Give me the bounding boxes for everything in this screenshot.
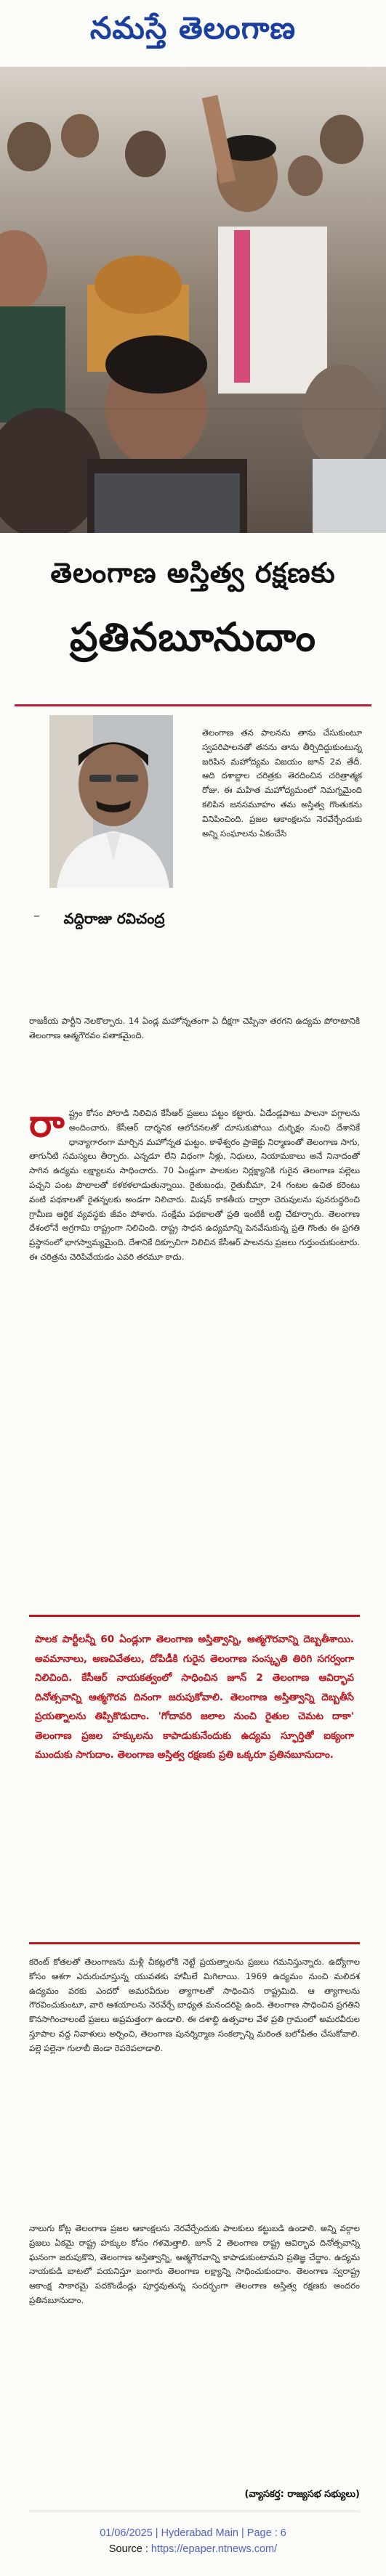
intro-column: తెలంగాణ తన పాలనను తాను చేసుకుంటూ స్వపరిపాలనతో తనను తాను తీర్చిదిద్దుకుంటున్న జరిపిన మహోద్యమ విజయం జూన్ 2వ తేదీ. ఆది దశాబ్దాల చరిత్రకు తెరదించిన చరిత్రాత్మక రోజు. ఈ మహిత మహోద్యమంలో నిమగ్నమైంది కలిపిన జనసమూహం తమ అస్తిత్వ గొంతుకను వినిపించింది. ప్రజల ఆకాంక్షలను నెరవేర్చేందుకు అన్ని సంఘాలను ఏకంచేసి (202, 727, 362, 839)
article-paragraph-1 (29, 1101, 360, 1265)
headline-line-1: తెలంగాణ అస్తిత్వ రక్షణకు (50, 556, 336, 589)
article-paragraph-3: నాలుగు కోట్ల తెలంగాణ ప్రజల ఆకాంక్షలను నెరవేర్చేందుకు పాలకులు కట్టుబడి ఉండాలి. అన్ని వర్గాల ప్రజలు ఏకమై రాష్ట్ర హక్కుల కోసం గళమెత్తాలి. జూన్ 2 తెలంగాణ రాష్ట్ర ఆవిర్భావ దినోత్సవాన్ని ఘనంగా జరుపుకొని, తెలంగాణ అస్తిత్వాన్ని, ఆత్మగౌరవాన్ని కాపాడుకుంటామని ప్రతిజ్ఞ చేద్దాం. ఉద్యమ నాయకుడి బాటలో పయనిస్తూ బంగారు తెలంగాణ లక్ష్యాన్ని సాధించుకుందాం. తెలంగాణ స్వరాష్ట్ర ఆకాంక్ష సాకారమై పదకొండేండ్లు పూర్తవుతున్న సందర్భంగా తెలంగాణ అస్తిత్వ రక్షణకు అందరం ప్రతినబూనుదాం. (29, 2223, 360, 2305)
headline (15, 536, 371, 706)
headline-line-2: ప్రతినబూనుదాం (70, 614, 316, 660)
source-label: Source : (108, 2543, 151, 2555)
masthead (0, 0, 386, 64)
edition-info: 01/06/2025 | Hyderabad Main | Page : 6 (100, 2527, 286, 2539)
pull-quote (29, 1615, 360, 1944)
author-name: వద్దిరాజు రవిచంద్ర (63, 910, 165, 927)
lead-photo (0, 67, 386, 533)
author-photo (49, 715, 173, 888)
masthead-logo-text: నమస్తే తెలంగాణ (89, 10, 297, 46)
source-line (0, 2541, 386, 2557)
dropcap: రా (29, 1101, 65, 1146)
pull-quote-text: పాలక పార్టీలన్నీ 60 ఏండ్లుగా తెలంగాణ అస్తిత్వాన్ని, ఆత్మగౌరవాన్ని దెబ్బతీశాయి. అవమానాలు, అణచివేతలు, దోపిడీకి గురైన తెలంగాణ సంస్కృతి తిరిగి సగర్వంగా నిలిచింది. కేసీఆర్ నాయకత్వంలో సాధించిన జూన్ 2 తెలంగాణ ఆవిర్భావ దినోత్సవాన్ని ఆత్మగౌరవ దినంగా జరుపుకోవాలి. తెలంగాణ అస్తిత్వాన్ని దెబ్బతీసే ప్రయత్నాలను తిప్పికొడుదాం. 'గోదావరి జలాల నుంచి రైతుల చెమట దాకా' తెలంగాణ ప్రజల హక్కులను కాపాడుకునేందుకు ఉద్యమ స్ఫూర్తితో ఐక్యంగా ముందుకు సాగుదాం. తెలంగాణ అస్తిత్వ రక్షణకు ప్రతి ఒక్కరూ ప్రతినబూనుదాం. (35, 1634, 354, 1761)
crowd-celebration-photo (0, 67, 386, 533)
intro-tail: రాజకీయ పార్టీని నెలకొల్పారు. 14 ఏండ్ల మహోన్నతంగా ఏ దీక్షగా చెప్పినా తరగని ఉద్యమ పోరాటానికి తెలంగాణ ఆత్మగౌరవం పతాకమైంది. (29, 1016, 360, 1040)
article-paragraph-2: కరెంట్ కోతలతో తెలంగాణను మళ్లీ చీకట్లలోకి నెట్టే ప్రయత్నాలను ప్రజలు గమనిస్తున్నారు. ఉద్యోగాల కోసం ఆశగా ఎదురుచూస్తున్న యువతకు హామీలే మిగిలాయి. 1969 ఉద్యమం నుంచి మలిదశ ఉద్యమం వరకు ఎందరో అమరవీరుల త్యాగాలతో సాధించిన రాష్ట్రమిది. ఆ త్యాగాలను గౌరవించుకుంటూ, వారి ఆశయాలను నెరవేర్చే బాధ్యత మనందరిపై ఉంది. తెలంగాణ సాధించిన ప్రగతిని కొనసాగించాలంటే ప్రజలు అప్రమత్తంగా ఉండాలి. ఈ దశాబ్ది ఉత్సవాల వేళ ప్రతి గ్రామంలో అమరవీరుల స్తూపాల వద్ద నివాళులు అర్పించి, తెలంగాణ పునర్నిర్మాణ సంకల్పాన్ని మరింత బలోపేతం చేసుకోవాలి. పల్లె పల్లెనా గులాబీ జెండా రెపరెపలాడాలి. (29, 1957, 360, 2053)
author-dash: – (33, 908, 40, 924)
paragraph-1-text: ష్ట్రం కోసం పోరాడి నిలిచిన కేసీఆర్ ప్రజలు పట్టం కట్టారు. ఏడేండ్లపాటు పాలనా పగ్గాలను అందించారు. కేసీఆర్ దార్శనిక ఆలోచనలతో దూసుకుపోయి దుర్భిక్షం నుంచి దేశానికే ధాన్యాగారంగా మార్చిన మహోన్నత ఘట్టం. కాళేశ్వరం ప్రాజెక్టు నిర్మాణంతో తెలంగాణ సాగు, తాగునీటి సమస్యలు తీర్చారు. ఎన్నడూ లేని విధంగా నీళ్లు, నిధులు, నియామకాలు అనే నినాదంతో సాగిన ఉద్యమ లక్ష్యాలను సాధించారు. 70 ఏండ్లుగా పాలకుల నిర్లక్ష్యానికి గురైన తెలంగాణ పల్లెలు పచ్చని పంట పొలాలతో కళకళలాడుతున్నాయి. రైతుబంధు, రైతుబీమా, 24 గంటల ఉచిత కరెంటు వంటి పథకాలతో రైతన్నలకు అండగా నిలిచారు. మిషన్ కాకతీయ ద్వారా చెరువులను పునరుద్ధరించి గ్రామీణ ఆర్థిక వ్యవస్థకు జీవం పోశారు. సంక్షేమ పథకాలతో ప్రతి ఇంటికీ లబ్ధి చేకూర్చారు. తెలంగాణ దేశంలోనే అగ్రగామి రాష్ట్రంగా నిలిచింది. రాష్ట్ర సాధన ఉద్యమాన్ని పెనవేసుకున్న ప్రతి గొంతు ఈ ప్రగతి ప్రస్థానంలో భాగస్వామ్యమైంది. దేశానికే దిక్సూచిగా నిలిచిన కేసీఆర్ పాలనను ప్రజలు గుర్తుంచుకుంటారు. ఈ చరిత్రను చెరిపివేయడం ఎవరి తరమూ కాదు. (29, 1108, 360, 1262)
author-portrait-image (49, 715, 173, 888)
author-credit: (వ్యాసకర్త: రాజ్యసభ సభ్యులు) (244, 2489, 360, 2500)
author-block (33, 715, 195, 937)
source-link[interactable]: https://epaper.ntnews.com/ (150, 2543, 278, 2555)
footer (0, 2525, 386, 2557)
